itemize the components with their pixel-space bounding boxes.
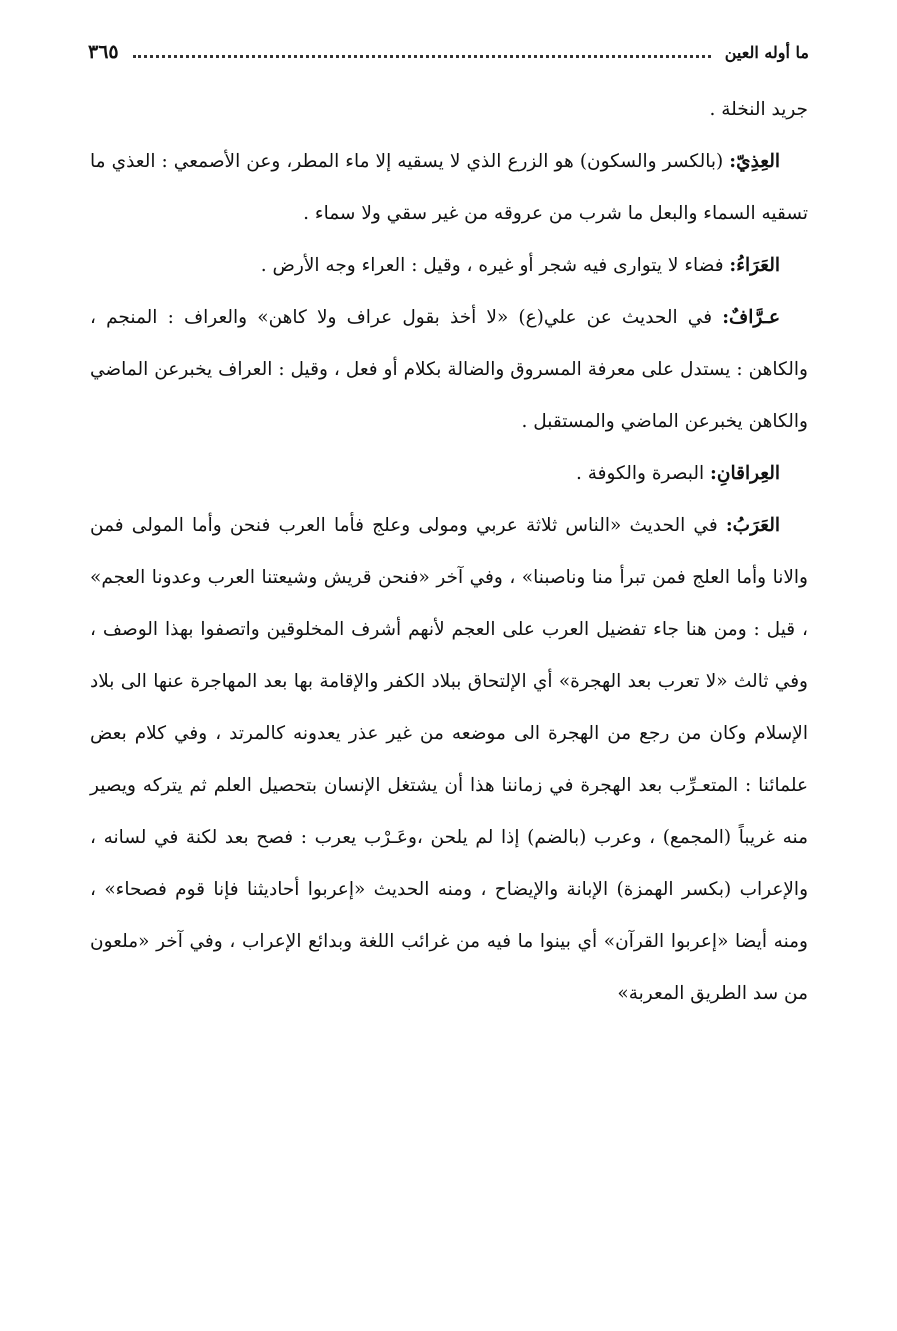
entry-al-arab	[90, 500, 808, 1020]
entry-al-adhi	[90, 136, 808, 240]
entry-arraf	[90, 292, 808, 448]
section-title: ما أوله العين	[724, 42, 809, 62]
leader-dots	[133, 55, 711, 58]
definition: في الحديث «الناس ثلاثة عربي ومولى وعلج فأما العرب فنحن وأما المولى فمن والانا وأما العلج فمن تبرأ منا وناصبنا» ، وفي آخر «فنحن قريش وشيعتنا العرب وعدونا العجم» ، قيل : ومن هنا جاء تفضيل العرب على العجم لأنهم أشرف المخلوقين واتصفوا بهذا الوصف ، وفي ثالث «لا تعرب بعد الهجرة» أي الإلتحاق ببلاد الكفر والإقامة بها بعد المهاجرة عنها الى بلاد الإسلام وكان من رجع من الهجرة الى موضعه من غير عذر يعدونه كالمرتد ، وفي كلام بعض علمائنا : المتعـرِّب بعد الهجرة في زماننا هذا أن يشتغل الإنسان بتحصيل العلم ثم يتركه ويصير منه غريباً (المجمع) ، وعرب (بالضم) إذا لم يلحن ،وعَـرْب يعرب : فصح بعد لكنة في لسانه ، والإعراب (بكسر الهمزة) الإبانة والإيضاح ، ومنه الحديث «إعربوا أحاديثنا فإنا قوم فصحاء» ، ومنه أيضا «إعربوا القرآن» أي بينوا ما فيه من غرائب اللغة وبدائع الإعراب ، وفي آخر «ملعون من سد الطريق المعربة»	[90, 515, 808, 1004]
definition: (بالكسر والسكون) هو الزرع الذي لا يسقيه إلا ماء المطر، وعن الأصمعي : العذي ما تسقيه السماء والبعل ما شرب من عروقه من غير سقي ولا سماء .	[90, 151, 808, 224]
headword: العِراقانِ:	[710, 463, 780, 484]
headword: عـرَّافٌ:	[722, 307, 780, 328]
continuation-text: جريد النخلة .	[709, 99, 808, 120]
definition: في الحديث عن علي(ع) «لا أخذ بقول عراف ولا كاهن» والعراف : المنجم ، والكاهن : يستدل على معرفة المسروق والضالة بكلام أو فعل ، وقيل : العراف يخبرعن الماضي والكاهن يخبرعن الماضي والمستقبل .	[90, 307, 808, 432]
headword: العِذِيّ:	[729, 151, 780, 172]
entry-al-iraqan	[90, 448, 808, 500]
definition: البصرة والكوفة .	[575, 463, 711, 484]
page-number: ٣٦٥	[88, 41, 119, 63]
running-header	[88, 36, 809, 68]
headword: العَرَاءُ:	[729, 255, 780, 276]
headword: العَرَبُ:	[725, 515, 780, 536]
dictionary-text	[90, 84, 808, 1020]
entry-al-araa	[90, 240, 808, 292]
definition: فضاء لا يتوارى فيه شجر أو غيره ، وقيل : العراء وجه الأرض .	[260, 255, 730, 276]
